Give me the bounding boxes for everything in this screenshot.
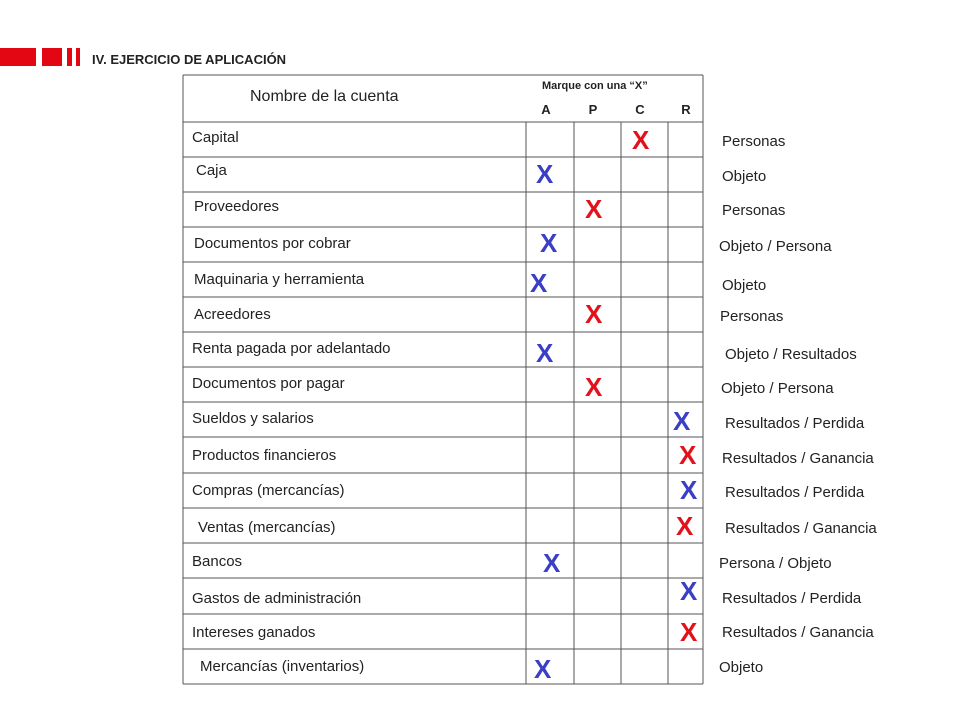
mark-p: X xyxy=(585,194,603,224)
account-name: Compras (mercancías) xyxy=(192,482,345,499)
mark-a: X xyxy=(530,268,548,298)
account-note: Objeto xyxy=(719,659,764,676)
mark-r: X xyxy=(679,440,697,470)
account-name: Maquinaria y herramienta xyxy=(194,271,365,288)
account-note: Objeto / Persona xyxy=(719,238,832,255)
account-name: Productos financieros xyxy=(192,447,337,464)
account-note: Persona / Objeto xyxy=(719,555,832,572)
account-note: Resultados / Ganancia xyxy=(722,624,874,641)
mark-r: X xyxy=(680,475,698,505)
mark-a: X xyxy=(534,654,552,684)
account-name: Sueldos y salarios xyxy=(192,410,314,427)
mark-r: X xyxy=(673,406,691,436)
mark-a: X xyxy=(540,228,558,258)
account-note: Resultados / Ganancia xyxy=(722,450,874,467)
account-note: Personas xyxy=(722,133,786,150)
account-note: Resultados / Ganancia xyxy=(725,520,877,537)
mark-a: X xyxy=(543,548,561,578)
account-name: Intereses ganados xyxy=(192,624,316,641)
instruction-text: Marque con una “X” xyxy=(542,80,648,92)
account-name: Documentos por cobrar xyxy=(194,235,351,252)
account-column-header: Nombre de la cuenta xyxy=(250,88,399,105)
account-name: Ventas (mercancías) xyxy=(198,519,336,536)
account-name: Bancos xyxy=(192,553,243,570)
account-name: Renta pagada por adelantado xyxy=(192,340,391,357)
account-note: Personas xyxy=(722,202,786,219)
section-title: IV. EJERCICIO DE APLICACIÓN xyxy=(92,52,287,67)
column-header-a: A xyxy=(541,102,551,117)
mark-p: X xyxy=(585,372,603,402)
account-name: Documentos por pagar xyxy=(192,375,345,392)
account-note: Objeto / Persona xyxy=(721,380,834,397)
account-note: Objeto xyxy=(722,168,767,185)
account-note: Resultados / Perdida xyxy=(725,484,865,501)
account-name: Proveedores xyxy=(194,198,280,215)
account-name: Acreedores xyxy=(194,306,271,323)
mark-a: X xyxy=(536,338,554,368)
column-header-c: C xyxy=(635,102,645,117)
account-name: Mercancías (inventarios) xyxy=(200,658,365,675)
account-name: Gastos de administración xyxy=(192,590,362,607)
mark-r: X xyxy=(676,511,694,541)
mark-p: X xyxy=(585,299,603,329)
account-name: Capital xyxy=(192,129,239,146)
mark-r: X xyxy=(680,576,698,606)
account-note: Objeto xyxy=(722,277,767,294)
account-name: Caja xyxy=(196,162,227,179)
account-note: Resultados / Perdida xyxy=(722,590,862,607)
account-note: Personas xyxy=(720,308,784,325)
mark-c: X xyxy=(632,125,650,155)
column-header-p: P xyxy=(588,102,598,117)
mark-a: X xyxy=(536,159,554,189)
account-note: Resultados / Perdida xyxy=(725,415,865,432)
mark-r: X xyxy=(680,617,698,647)
account-note: Objeto / Resultados xyxy=(725,346,857,363)
column-header-r: R xyxy=(681,102,691,117)
